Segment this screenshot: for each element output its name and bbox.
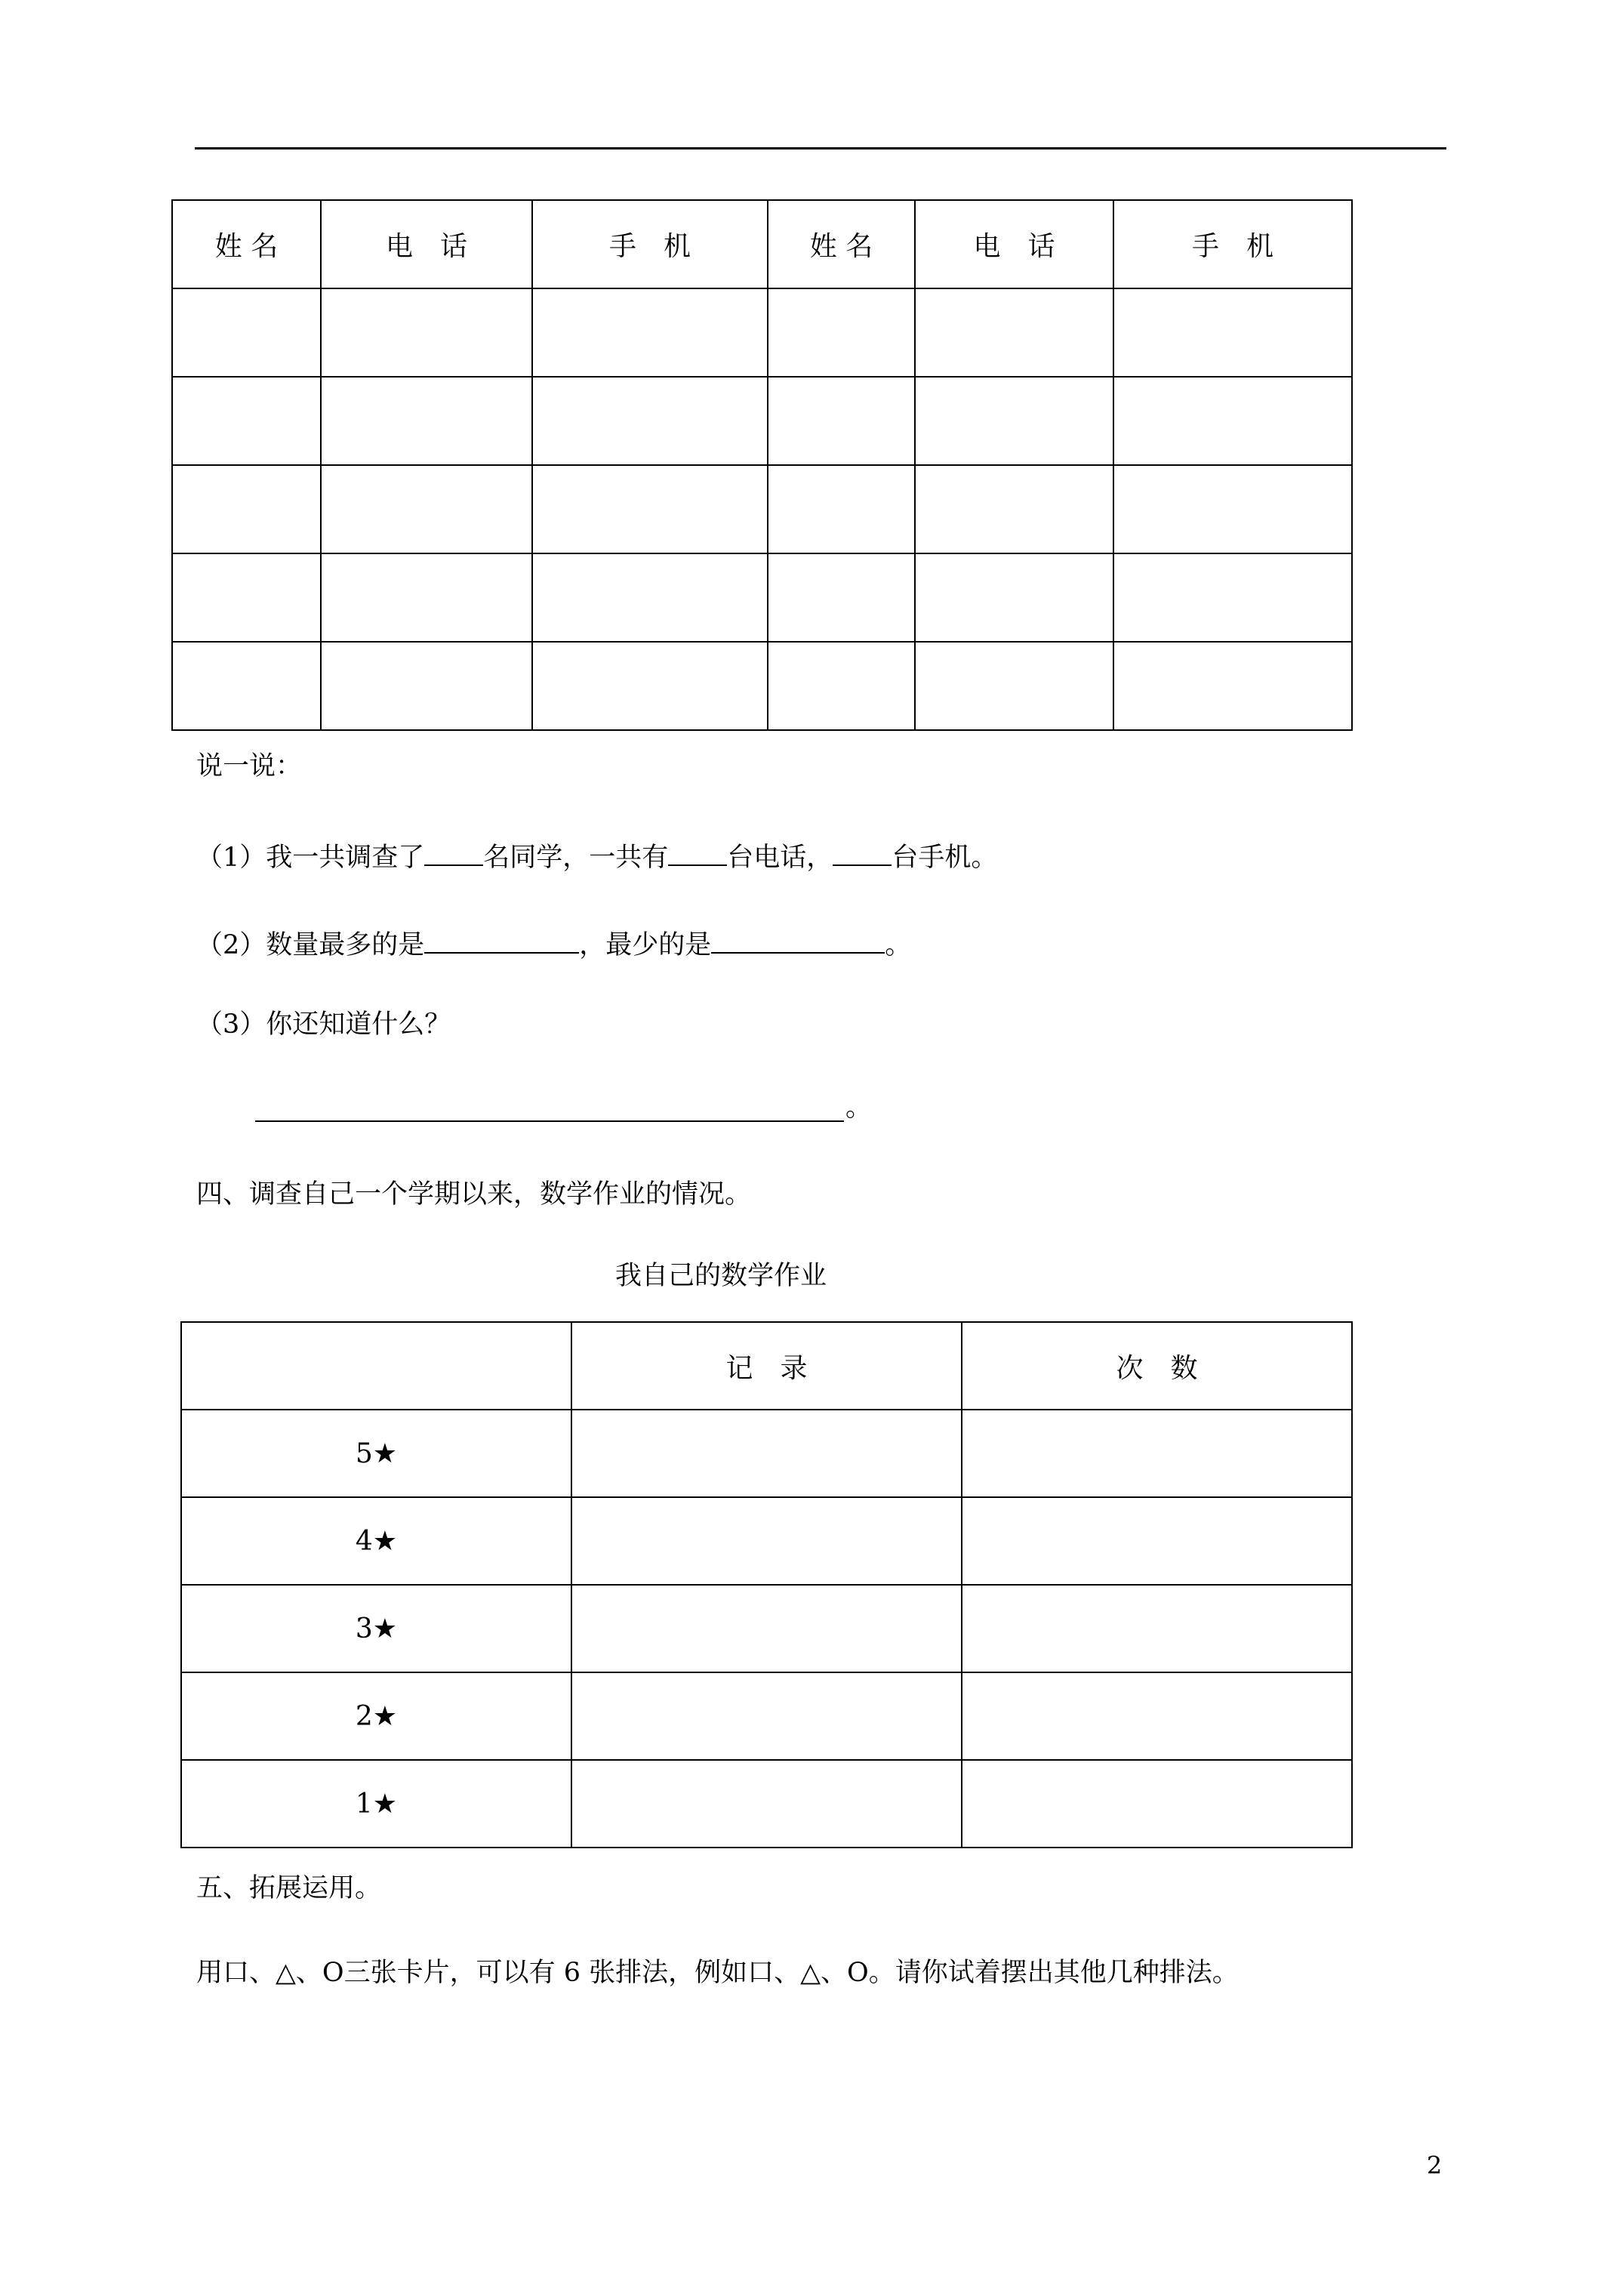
table-cell	[962, 1672, 1352, 1760]
header-name-2: 姓 名	[768, 200, 915, 288]
table-cell	[1113, 288, 1352, 377]
header-rule	[195, 147, 1446, 149]
header-record: 记 录	[571, 1322, 962, 1410]
star-rating-label: 5★	[181, 1410, 571, 1497]
table-header-row	[172, 200, 1352, 288]
question-1	[196, 838, 997, 871]
table-cell	[571, 1497, 962, 1585]
table-row	[181, 1585, 1352, 1672]
table-cell	[172, 465, 321, 553]
table-cell	[321, 553, 532, 642]
table-cell	[962, 1585, 1352, 1672]
section-5-text: 用口、△、O三张卡片，可以有 6 张排法，例如口、△、O。请你试着摆出其他几种排法。	[196, 1958, 1239, 1988]
table-cell	[571, 1410, 962, 1497]
table-cell	[321, 377, 532, 465]
table-cell	[768, 553, 915, 642]
section-5-title: 五、拓展运用。	[196, 1873, 382, 1903]
blank-most[interactable]	[424, 926, 579, 954]
table-cell	[571, 1672, 962, 1760]
table-cell	[962, 1410, 1352, 1497]
header-mobile-1: 手 机	[532, 200, 768, 288]
star-rating-label: 1★	[181, 1760, 571, 1848]
question-1-text-c: 台电话，	[727, 843, 833, 873]
table-cell	[571, 1760, 962, 1848]
table-cell	[321, 288, 532, 377]
star-rating-label: 2★	[181, 1672, 571, 1760]
blank-phones[interactable]	[668, 838, 727, 866]
table-cell	[1113, 642, 1352, 730]
contact-survey-table	[171, 199, 1353, 731]
table-cell	[768, 465, 915, 553]
question-2-text-a: （2）数量最多的是	[196, 930, 425, 960]
question-1-text-a: （1）我一共调查了	[196, 843, 425, 873]
question-3: （3）你还知道什么？	[196, 1009, 451, 1040]
header-mobile-2: 手 机	[1113, 200, 1352, 288]
table-cell	[532, 288, 768, 377]
table-cell	[915, 288, 1113, 377]
star-rating-label: 3★	[181, 1585, 571, 1672]
table-row	[181, 1497, 1352, 1585]
table-row	[172, 377, 1352, 465]
question-2-text-b: ，最少的是	[579, 930, 712, 960]
answer-end-mark: 。	[845, 1093, 873, 1123]
section-4-title: 四、调查自己一个学期以来，数学作业的情况。	[196, 1179, 752, 1210]
table-cell	[962, 1760, 1352, 1848]
star-rating-label: 4★	[181, 1497, 571, 1585]
table-row	[172, 288, 1352, 377]
answer-blank-line[interactable]	[255, 1120, 844, 1122]
table-cell	[962, 1497, 1352, 1585]
table-cell	[532, 553, 768, 642]
blank-students[interactable]	[424, 838, 483, 866]
table-cell	[1113, 377, 1352, 465]
table-row	[172, 553, 1352, 642]
table-cell	[321, 465, 532, 553]
table-cell	[915, 465, 1113, 553]
header-count: 次 数	[962, 1322, 1352, 1410]
table-cell	[321, 642, 532, 730]
header-phone-2: 电 话	[915, 200, 1113, 288]
table-row	[172, 465, 1352, 553]
table-cell	[172, 553, 321, 642]
table-cell	[915, 553, 1113, 642]
table-cell	[532, 465, 768, 553]
table-row	[181, 1760, 1352, 1848]
question-1-text-d: 台手机。	[892, 843, 998, 873]
table-cell	[1113, 465, 1352, 553]
table-cell	[1113, 553, 1352, 642]
table-cell	[172, 377, 321, 465]
table-row	[181, 1410, 1352, 1497]
homework-record-table	[180, 1321, 1353, 1848]
table-row	[181, 1672, 1352, 1760]
question-2-text-c: 。	[885, 930, 912, 960]
table-cell	[915, 377, 1113, 465]
header-name-1: 姓 名	[172, 200, 321, 288]
blank-mobiles[interactable]	[833, 838, 892, 866]
table-cell	[768, 377, 915, 465]
homework-table-caption: 我自己的数学作业	[614, 1261, 827, 1291]
talk-heading: 说一说：	[196, 751, 303, 781]
table-header-row	[181, 1322, 1352, 1410]
blank-least[interactable]	[711, 926, 885, 954]
table-cell	[532, 377, 768, 465]
table-row	[172, 642, 1352, 730]
question-2	[196, 926, 911, 959]
table-cell	[172, 288, 321, 377]
header-phone-1: 电 话	[321, 200, 532, 288]
table-cell	[172, 642, 321, 730]
header-blank	[181, 1322, 571, 1410]
table-cell	[768, 642, 915, 730]
page-number: 2	[1427, 2151, 1443, 2180]
table-cell	[915, 642, 1113, 730]
question-1-text-b: 名同学，一共有	[483, 843, 669, 873]
table-cell	[571, 1585, 962, 1672]
table-cell	[768, 288, 915, 377]
table-cell	[532, 642, 768, 730]
